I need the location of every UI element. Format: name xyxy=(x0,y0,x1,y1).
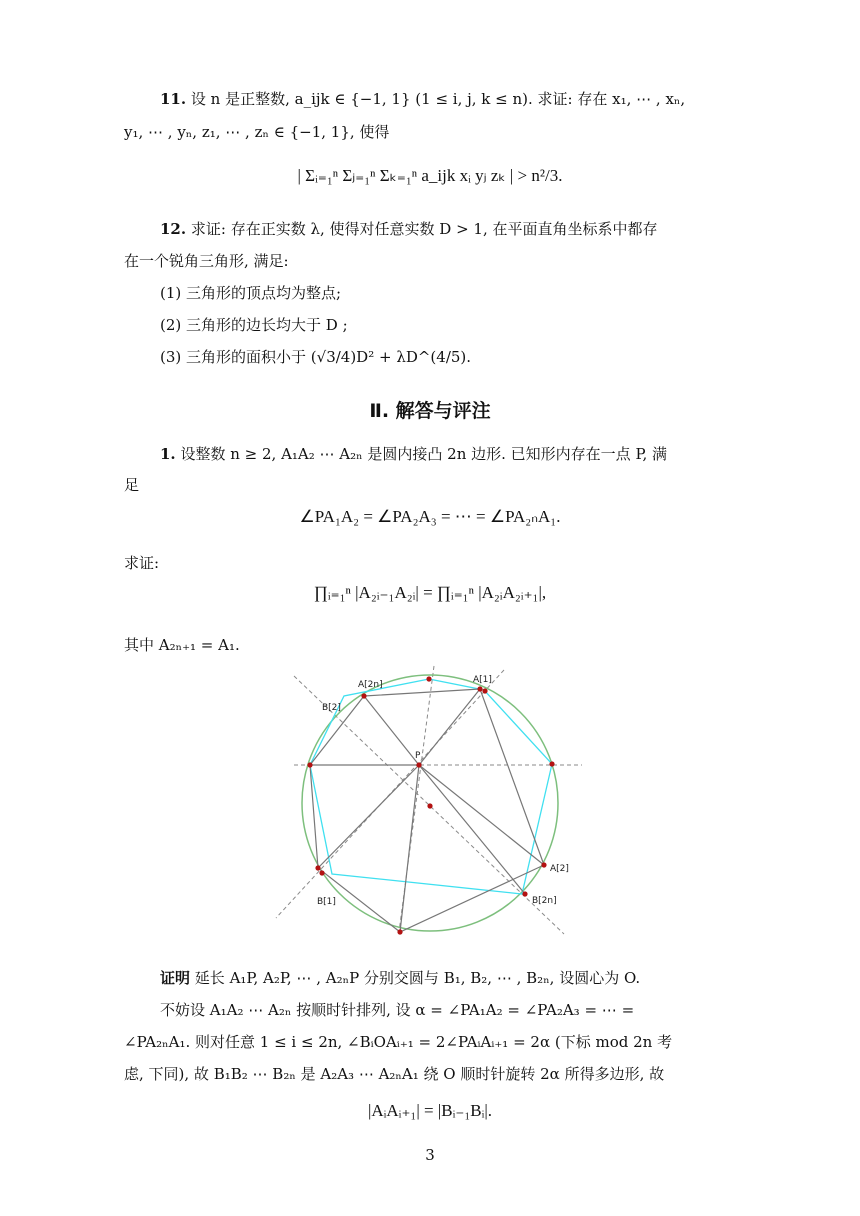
problem-12-text-2: 在一个锐角三角形, 满足: xyxy=(124,252,289,270)
problem-11-text-1: 设 n 是正整数, a_ijk ∈ {−1, 1} (1 ≤ i, j, k ≤ n). 求证: 存在 x₁, ⋯ , xₙ, xyxy=(190,90,686,108)
circumcircle xyxy=(302,675,558,931)
point-p xyxy=(416,762,421,767)
spoke-b2n xyxy=(419,765,525,894)
spoke-b1 xyxy=(318,765,419,868)
solution-1-formula-1: ∠PA₁A₂ = ∠PA₂A₃ = ⋯ = ∠PA₂ₙA₁. xyxy=(299,507,561,526)
point-b1 xyxy=(315,865,320,870)
solution-1-formula-2: ∏ᵢ₌₁ⁿ |A₂ᵢ₋₁A₂ᵢ| = ∏ᵢ₌₁ⁿ |A₂ᵢA₂ᵢ₊₁|, xyxy=(313,583,547,602)
point-a2n xyxy=(361,693,366,698)
solution-1-number: 1. xyxy=(160,445,176,463)
proof-line-1 xyxy=(160,967,640,989)
point-bottom xyxy=(397,929,402,934)
problem-12-item-3: (3) 三角形的面积小于 (√3/4)D² + λD^(4/5). xyxy=(160,348,472,366)
point-right xyxy=(549,761,554,766)
label-a1: A[1] xyxy=(473,675,492,685)
point-a2 xyxy=(541,862,546,867)
point-b2n xyxy=(522,891,527,896)
section-title: Ⅱ. 解答与评注 xyxy=(369,400,491,422)
point-a1 xyxy=(477,686,482,691)
point-top xyxy=(426,676,431,681)
problem-12-item-1: (1) 三角形的顶点均为整点; xyxy=(160,284,342,302)
label-a2n: A[2n] xyxy=(358,680,383,690)
problem-12-number: 12. xyxy=(160,220,187,238)
problem-12-item-2: (2) 三角形的边长均大于 D ; xyxy=(160,316,348,334)
solution-1-where: 其中 A₂ₙ₊₁ = A₁. xyxy=(124,636,240,654)
solution-1-line-1 xyxy=(160,443,667,465)
proof-text-2: 不妨设 A₁A₂ ⋯ A₂ₙ 按顺时针排列, 设 α = ∠PA₁A₂ = ∠PA₂A₃ = ⋯ = xyxy=(160,1001,635,1019)
proof-formula: |AᵢAᵢ₊₁| = |Bᵢ₋₁Bᵢ|. xyxy=(367,1101,493,1120)
point-a1-b xyxy=(482,688,487,693)
problem-11-text-2: y₁, ⋯ , yₙ, z₁, ⋯ , zₙ ∈ {−1, 1}, 使得 xyxy=(124,123,390,141)
label-b1: B[1] xyxy=(317,897,336,907)
proof-text-4: 虑, 下同), 故 B₁B₂ ⋯ B₂ₙ 是 A₂A₃ ⋯ A₂ₙA₁ 绕 O 顺时针旋转 2α 所得多边形, 故 xyxy=(124,1065,665,1083)
point-left xyxy=(307,762,312,767)
geometry-figure xyxy=(274,662,584,944)
solution-1-text-1: 设整数 n ≥ 2, A₁A₂ ⋯ A₂ₙ 是圆内接凸 2n 边形. 已知形内存在一点 P, 满 xyxy=(180,445,668,463)
page-number: 3 xyxy=(425,1146,435,1164)
labels xyxy=(317,675,569,907)
problem-12-text-1: 求证: 存在正实数 λ, 使得对任意实数 D > 1, 在平面直角坐标系中都存 xyxy=(190,220,658,238)
problem-11-line-1 xyxy=(160,88,685,110)
spoke-bottom xyxy=(400,765,419,932)
solution-1-text-2: 足 xyxy=(124,476,140,494)
label-b2: B[2] xyxy=(322,703,341,713)
problem-12-line-1 xyxy=(160,218,658,240)
label-b2n: B[2n] xyxy=(532,896,557,906)
point-center-o xyxy=(427,803,432,808)
problem-11-number: 11. xyxy=(160,90,187,108)
label-a2: A[2] xyxy=(550,864,569,874)
spoke-a1 xyxy=(419,689,480,765)
spoke-a2n xyxy=(364,696,419,765)
point-b1-b xyxy=(319,870,324,875)
proof-text-3: ∠PA₂ₙA₁. 则对任意 1 ≤ i ≤ 2n, ∠BᵢOAᵢ₊₁ = 2∠PAᵢAᵢ₊₁ = 2α (下标 mod 2n 考 xyxy=(124,1033,673,1051)
proof-label: 证明 xyxy=(160,969,191,987)
solution-1-prove: 求证: xyxy=(124,554,160,572)
problem-11-formula: | Σᵢ₌₁ⁿ Σⱼ₌₁ⁿ Σₖ₌₁ⁿ a_ijk xᵢ yⱼ zₖ | > n²/3. xyxy=(297,166,563,185)
label-p: P xyxy=(415,751,421,761)
proof-text-1: 延长 A₁P, A₂P, ⋯ , A₂ₙP 分别交圆与 B₁, B₂, ⋯ , B₂ₙ, 设圆心为 O. xyxy=(194,969,641,987)
